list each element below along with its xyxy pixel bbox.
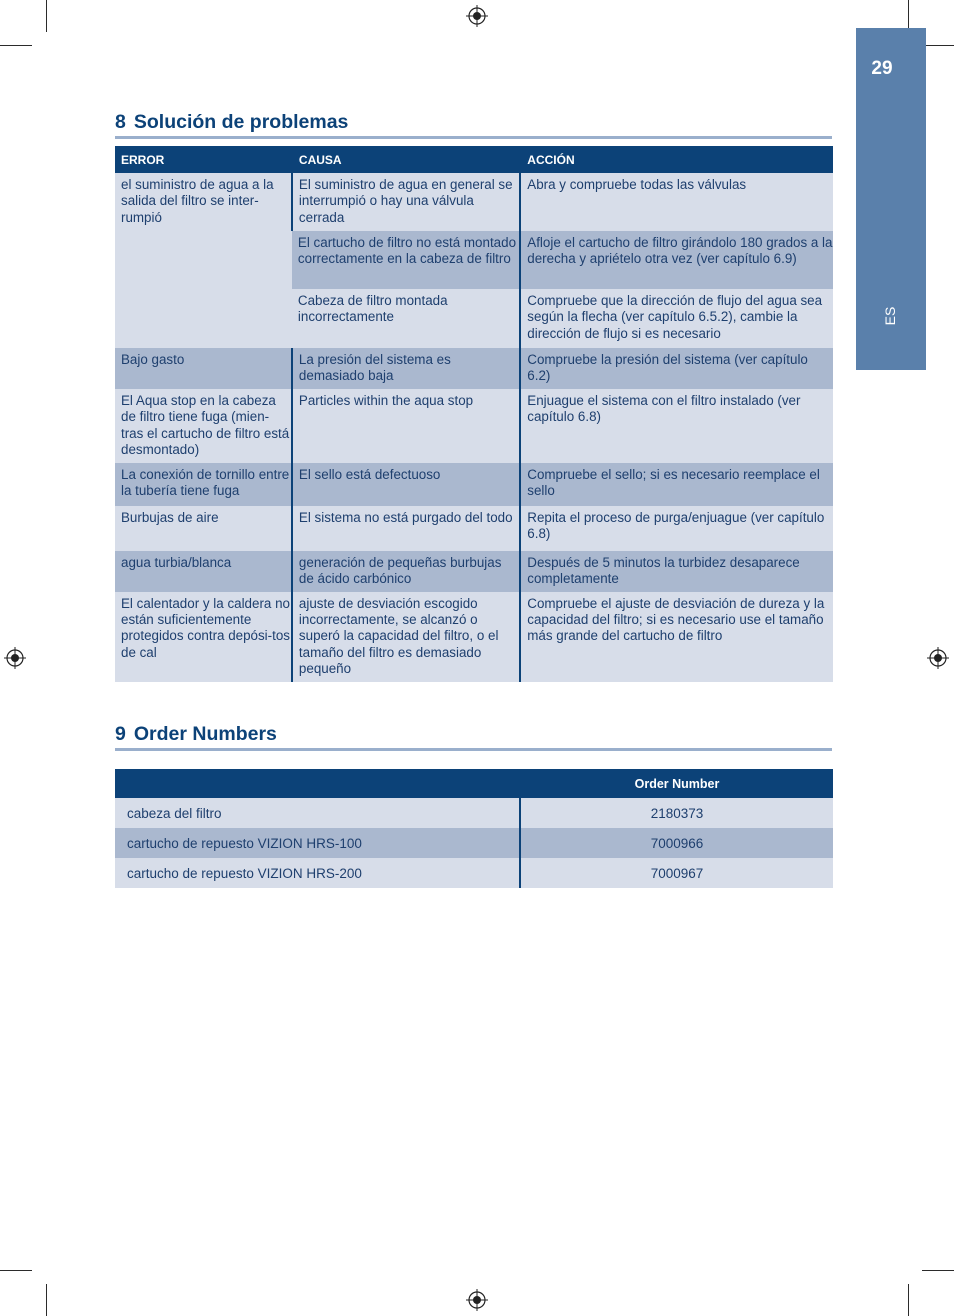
crop-mark [922,45,954,46]
section-rule [115,136,832,139]
error-cell: La conexión de tornillo entre la tubería tiene fuga [115,463,292,506]
cause-cell: El cartucho de filtro no está montado correctamente en la cabeza de filtro [292,231,520,289]
table-row [115,858,833,888]
section-title-troubleshooting [115,111,348,134]
cause-cell: El suministro de agua en general se interrumpió o hay una válvula cerrada [292,173,520,231]
error-cell: Bajo gasto [115,348,292,389]
action-cell: Después de 5 minutos la turbidez desaparece completamente [520,551,833,592]
column-header-cause: CAUSA [292,146,520,173]
error-cell: El calentador y la caldera no están suficientemente protegidos contra depósi-tos de cal [115,592,292,682]
error-cell: Burbujas de aire [115,506,292,551]
error-cell: El Aqua stop en la cabeza de filtro tiene fuga (mien-tras el cartucho de filtro está desmontado) [115,389,292,463]
cause-cell: Particles within the aqua stop [292,389,520,463]
action-cell: Compruebe la presión del sistema (ver capítulo 6.2) [520,348,833,389]
order-numbers-table [115,769,833,888]
action-cell: Afloje el cartucho de filtro girándolo 180 grados a la derecha y apriételo otra vez (ver capítulo 6.9) [520,231,833,289]
troubleshooting-table [115,146,833,682]
part-name-cell: cartucho de repuesto VIZION HRS-100 [115,828,520,858]
crop-mark [922,1270,954,1271]
crop-mark [0,1270,32,1271]
part-name-cell: cartucho de repuesto VIZION HRS-200 [115,858,520,888]
section-title-text: Order Numbers [133,723,277,745]
action-cell: Compruebe que la dirección de flujo del agua sea según la flecha (ver capítulo 6.5.2), cambie la dirección de flujo si es necesario [520,289,833,348]
table-row [115,463,833,506]
crop-mark [0,45,32,46]
registration-mark-icon [927,647,949,669]
error-cell: el suministro de agua a la salida del filtro se inter-rumpió [115,173,292,348]
crop-mark [46,1284,47,1316]
registration-mark-icon [466,1289,488,1311]
section-number: 9 [115,723,126,745]
section-title-order-numbers [115,723,277,746]
cause-cell: El sello está defectuoso [292,463,520,506]
column-header-action: ACCIÓN [520,146,833,173]
table-row [115,551,833,592]
crop-mark [908,1284,909,1316]
action-cell: Enjuague el sistema con el filtro instalado (ver capítulo 6.8) [520,389,833,463]
column-header-error: ERROR [115,146,292,173]
section-title-text: Solución de problemas [133,111,349,133]
action-cell: Repita el proceso de purga/enjuague (ver capítulo 6.8) [520,506,833,551]
registration-mark-icon [466,5,488,27]
table-row [115,348,833,389]
table-row [115,828,833,858]
crop-mark [46,0,47,32]
cause-cell: Cabeza de filtro montada incorrectamente [292,289,520,348]
order-number-cell: 2180373 [520,798,833,828]
action-cell: Compruebe el sello; si es necesario reemplace el sello [520,463,833,506]
part-name-cell: cabeza del filtro [115,798,520,828]
section-number: 8 [115,111,126,133]
action-cell: Compruebe el ajuste de desviación de dureza y la capacidad del filtro; si es necesario use el tamaño más grande del cartucho de filtro [520,592,833,682]
table-header-row [115,769,833,798]
table-header-row [115,146,833,173]
cause-cell: ajuste de desviación escogido incorrectamente, se alcanzó o superó la capacidad del filtro, o el tamaño del filtro es demasiado pequeño [292,592,520,682]
table-row [115,389,833,463]
table-row [115,592,833,682]
registration-mark-icon [4,647,26,669]
action-cell: Abra y compruebe todas las válvulas [520,173,833,231]
cause-cell: El sistema no está purgado del todo [292,506,520,551]
table-row [115,173,833,231]
cause-cell: generación de pequeñas burbujas de ácido carbónico [292,551,520,592]
table-row [115,506,833,551]
table-row [115,798,833,828]
cause-cell: La presión del sistema es demasiado baja [292,348,520,389]
section-rule [115,748,832,751]
error-cell: agua turbia/blanca [115,551,292,592]
order-number-cell: 7000967 [520,858,833,888]
column-header-part [115,769,520,798]
page-side-tab [856,28,926,370]
page-number: 29 [871,58,893,79]
column-header-order-number: Order Number [520,769,833,798]
language-label: ES [882,306,898,326]
order-number-cell: 7000966 [520,828,833,858]
